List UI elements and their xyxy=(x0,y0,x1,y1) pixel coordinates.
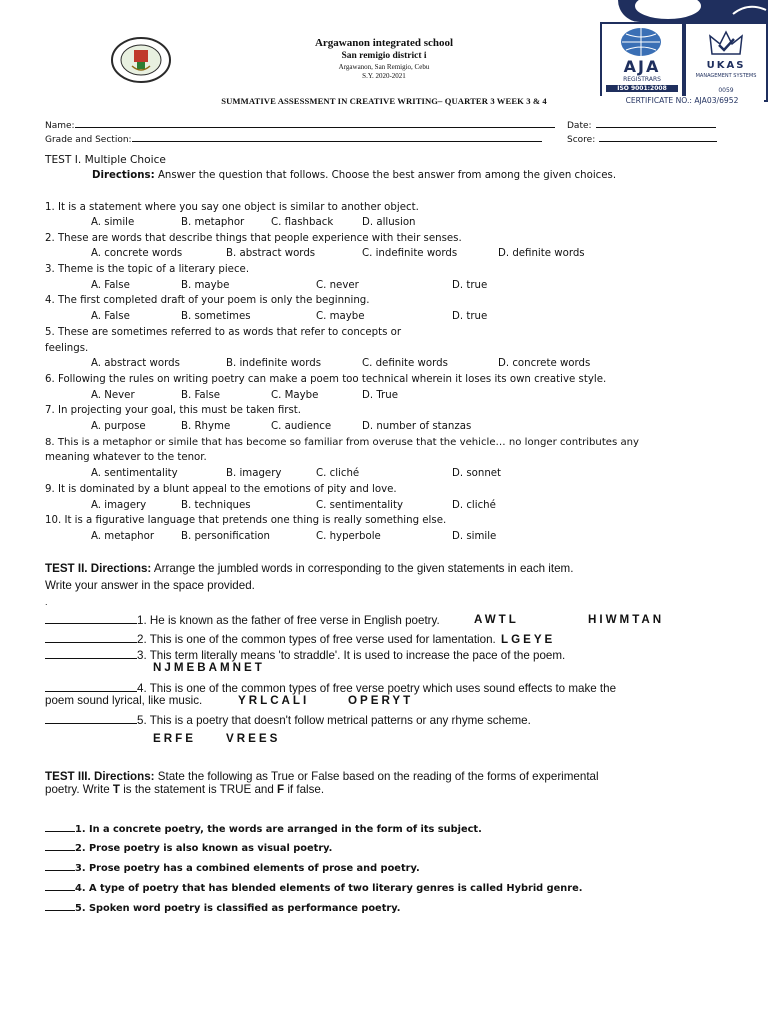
q6-option-b[interactable]: B. False xyxy=(181,390,221,401)
test2-dir-text: Arrange the jumbled words in corresponding to the given statements in each item. xyxy=(153,562,574,575)
test1-directions xyxy=(92,170,616,181)
q9-option-a[interactable]: A. imagery xyxy=(91,500,147,511)
q9-option-b[interactable]: B. techniques xyxy=(181,500,251,511)
jumble-1a: AWTL xyxy=(474,613,519,626)
q10-option-b[interactable]: B. personification xyxy=(181,531,270,542)
q7-option-b[interactable]: B. Rhyme xyxy=(181,421,231,432)
test2-title: TEST II. Directions: xyxy=(45,562,152,575)
test1-dir-label: Directions: xyxy=(92,170,155,181)
test3-item-4 xyxy=(45,880,582,894)
ukas-badge xyxy=(684,22,768,102)
tf-item-5: 5. Spoken word poetry is classified as performance poetry. xyxy=(75,903,401,914)
question-2: 2. These are words that describe things that people experience with their senses. xyxy=(45,233,462,244)
item-3-num: 3. xyxy=(137,649,147,662)
school-address: Argawanon, San Remigio, Cebu xyxy=(338,63,430,71)
test2-item-3 xyxy=(45,648,565,662)
question-10: 10. It is a figurative language that pretends one thing is really something else. xyxy=(45,515,447,526)
test3-title: TEST III. Directions: xyxy=(45,770,155,783)
q4-option-c[interactable]: C. maybe xyxy=(316,311,365,322)
answer-blank-3[interactable] xyxy=(45,648,137,659)
jumble-4b: OPERYT xyxy=(348,694,414,707)
test2-directions-cont: Write your answer in the space provided. xyxy=(45,579,255,592)
answer-blank-2[interactable] xyxy=(45,632,137,643)
item-3-text: This term literally means 'to straddle'. It is used to increase the pace of the poem. xyxy=(149,649,566,662)
score-label: Score: xyxy=(567,135,596,145)
q6-option-c[interactable]: C. Maybe xyxy=(271,390,319,401)
question-7: 7. In projecting your goal, this must be taken first. xyxy=(45,405,302,416)
test2-directions xyxy=(45,562,573,575)
score-blank[interactable] xyxy=(599,131,717,142)
q1-option-a[interactable]: A. simile xyxy=(91,217,135,228)
jumble-4a: YRLCALI xyxy=(238,694,310,707)
item-2-num: 2. xyxy=(137,633,147,646)
q2-option-a[interactable]: A. concrete words xyxy=(91,248,183,259)
item-4-num: 4. xyxy=(137,682,147,695)
aja-badge xyxy=(600,22,684,102)
item-5-num: 5. xyxy=(137,714,147,727)
tf-blank-3[interactable] xyxy=(45,860,75,871)
q8-option-a[interactable]: A. sentimentality xyxy=(91,468,178,479)
q8-option-c[interactable]: C. cliché xyxy=(316,468,360,479)
iso-label: ISO 9001:2008 xyxy=(606,85,678,92)
q8-option-d[interactable]: D. sonnet xyxy=(452,468,502,479)
q5-option-d[interactable]: D. concrete words xyxy=(498,358,591,369)
jumble-5b: VREES xyxy=(226,732,281,745)
question-8-cont: meaning whatever to the tenor. xyxy=(45,452,207,463)
aja-label: AJA xyxy=(623,57,661,76)
test1-dir-text: Answer the question that follows. Choose the best answer from among the given choices. xyxy=(157,170,617,181)
test2-item-1 xyxy=(45,613,440,627)
test3-directions-cont xyxy=(45,783,324,796)
q9-option-c[interactable]: C. sentimentality xyxy=(316,500,404,511)
question-9: 9. It is dominated by a blunt appeal to the emotions of pity and love. xyxy=(45,484,397,495)
jumble-3: NJMEBAMNET xyxy=(153,661,265,674)
q8-option-b[interactable]: B. imagery xyxy=(226,468,282,479)
school-district: San remigio district i xyxy=(341,51,427,61)
certification-badge xyxy=(598,0,768,108)
date-blank[interactable] xyxy=(596,117,716,128)
q1-option-b[interactable]: B. metaphor xyxy=(181,217,245,228)
test3-directions xyxy=(45,770,599,783)
test3-dir-text: State the following as True or False based on the reading of the forms of experimental xyxy=(157,770,599,783)
q6-option-d[interactable]: D. True xyxy=(362,390,398,401)
question-3: 3. Theme is the topic of a literary piece. xyxy=(45,264,250,275)
name-label: Name: xyxy=(45,121,75,131)
tf-blank-2[interactable] xyxy=(45,840,75,851)
name-field[interactable] xyxy=(45,117,555,131)
q5-option-c[interactable]: C. definite words xyxy=(362,358,448,369)
crown-check-icon xyxy=(706,28,746,58)
false-letter: F xyxy=(277,783,285,796)
test3-dir-text2b: is the statement is TRUE and xyxy=(123,783,274,796)
item-1-num: 1. xyxy=(137,614,147,627)
q6-option-a[interactable]: A. Never xyxy=(91,390,135,401)
globe-icon xyxy=(618,26,664,58)
aja-registrars: REGISTRARS xyxy=(623,76,661,83)
q4-option-a[interactable]: A. False xyxy=(91,311,130,322)
q4-option-b[interactable]: B. sometimes xyxy=(181,311,251,322)
ukas-number: 0059 xyxy=(718,87,734,94)
q4-option-d[interactable]: D. true xyxy=(452,311,488,322)
q2-option-d[interactable]: D. definite words xyxy=(498,248,585,259)
item-4-text-cont: poem sound lyrical, like music. xyxy=(45,694,203,707)
answer-blank-1[interactable] xyxy=(45,613,137,624)
answer-blank-4[interactable] xyxy=(45,681,137,692)
grade-blank[interactable] xyxy=(132,131,542,142)
question-6: 6. Following the rules on writing poetry can make a poem too technical wherein it loses its own creative style. xyxy=(45,374,607,385)
q3-option-d[interactable]: D. true xyxy=(452,280,488,291)
test3-dir-text2c: if false. xyxy=(287,783,325,796)
q10-option-c[interactable]: C. hyperbole xyxy=(316,531,381,542)
q7-option-d[interactable]: D. number of stanzas xyxy=(362,421,472,432)
seal-top xyxy=(618,0,768,22)
tf-item-4: 4. A type of poetry that has blended elements of two literary genres is called Hybrid genre. xyxy=(75,883,583,894)
question-5-cont: feelings. xyxy=(45,343,89,354)
true-letter: T xyxy=(112,783,120,796)
question-5: 5. These are sometimes referred to as words that refer to concepts or xyxy=(45,327,402,338)
test3-item-5 xyxy=(45,900,400,914)
date-label: Date: xyxy=(567,121,592,131)
tf-item-2: 2. Prose poetry is also known as visual poetry. xyxy=(75,843,333,854)
item-4-text: This is one of the common types of free verse poetry which uses sound effects to make the xyxy=(149,682,617,695)
tf-item-1: 1. In a concrete poetry, the words are arranged in the form of its subject. xyxy=(75,824,482,835)
item-1-text: He is known as the father of free verse in English poetry. xyxy=(149,614,440,627)
school-year: S.Y. 2020-2021 xyxy=(362,72,406,80)
ukas-label: UKAS xyxy=(706,60,746,71)
name-blank[interactable] xyxy=(75,117,555,128)
jumble-5a: ERFE xyxy=(153,732,196,745)
q7-option-a[interactable]: A. purpose xyxy=(91,421,146,432)
test1-title: TEST I. Multiple Choice xyxy=(45,154,166,166)
test3-item-3 xyxy=(45,860,420,874)
tf-blank-5[interactable] xyxy=(45,900,75,911)
question-8: 8. This is a metaphor or simile that has become so familiar from overuse that the vehicle… no longer contributes any xyxy=(45,437,640,448)
grade-label: Grade and Section: xyxy=(45,135,132,145)
test2-item-5 xyxy=(45,713,531,727)
q2-option-c[interactable]: C. indefinite words xyxy=(362,248,458,259)
answer-blank-5[interactable] xyxy=(45,713,137,724)
q3-option-a[interactable]: A. False xyxy=(91,280,130,291)
grade-section-field[interactable] xyxy=(45,131,542,145)
q3-option-c[interactable]: C. never xyxy=(316,280,359,291)
q1-option-c[interactable]: C. flashback xyxy=(271,217,334,228)
test2-item-4 xyxy=(45,681,616,695)
jumble-2: LGEYE xyxy=(500,633,556,646)
q10-option-d[interactable]: D. simile xyxy=(452,531,497,542)
q10-option-a[interactable]: A. metaphor xyxy=(91,531,155,542)
test3-item-2 xyxy=(45,840,332,854)
item-5-text: This is a poetry that doesn't follow metrical patterns or any rhyme scheme. xyxy=(149,714,531,727)
question-1: 1. It is a statement where you say one object is similar to another object. xyxy=(45,202,419,213)
tf-item-3: 3. Prose poetry has a combined elements of prose and poetry. xyxy=(75,863,420,874)
q7-option-c[interactable]: C. audience xyxy=(271,421,332,432)
test2-dot: . xyxy=(45,597,48,607)
q1-option-d[interactable]: D. allusion xyxy=(362,217,416,228)
question-4: 4. The first completed draft of your poem is only the beginning. xyxy=(45,295,370,306)
score-field[interactable] xyxy=(567,131,717,145)
test3-dir-text2a: poetry. Write xyxy=(45,783,110,796)
test3-item-1 xyxy=(45,821,482,835)
q5-option-a[interactable]: A. abstract words xyxy=(91,358,180,369)
q3-option-b[interactable]: B. maybe xyxy=(181,280,230,291)
date-field[interactable] xyxy=(567,117,716,131)
school-name: Argawanon integrated school xyxy=(314,37,454,49)
q5-option-b[interactable]: B. indefinite words xyxy=(226,358,322,369)
item-2-text: This is one of the common types of free verse used for lamentation. xyxy=(149,633,496,646)
q2-option-b[interactable]: B. abstract words xyxy=(226,248,316,259)
test2-item-2 xyxy=(45,632,555,646)
document-title: SUMMATIVE ASSESSMENT IN CREATIVE WRITING– QUARTER 3 WEEK 3 & 4 xyxy=(221,96,547,106)
jumble-1b: HIWMTAN xyxy=(588,613,665,626)
certificate-number: CERTIFICATE NO.: AJA03/6952 xyxy=(600,96,764,105)
tf-blank-1[interactable] xyxy=(45,821,75,832)
test2-item-4-cont xyxy=(45,694,202,707)
tf-blank-4[interactable] xyxy=(45,880,75,891)
ukas-sub: MANAGEMENT SYSTEMS xyxy=(695,73,757,79)
q9-option-d[interactable]: D. cliché xyxy=(452,500,496,511)
